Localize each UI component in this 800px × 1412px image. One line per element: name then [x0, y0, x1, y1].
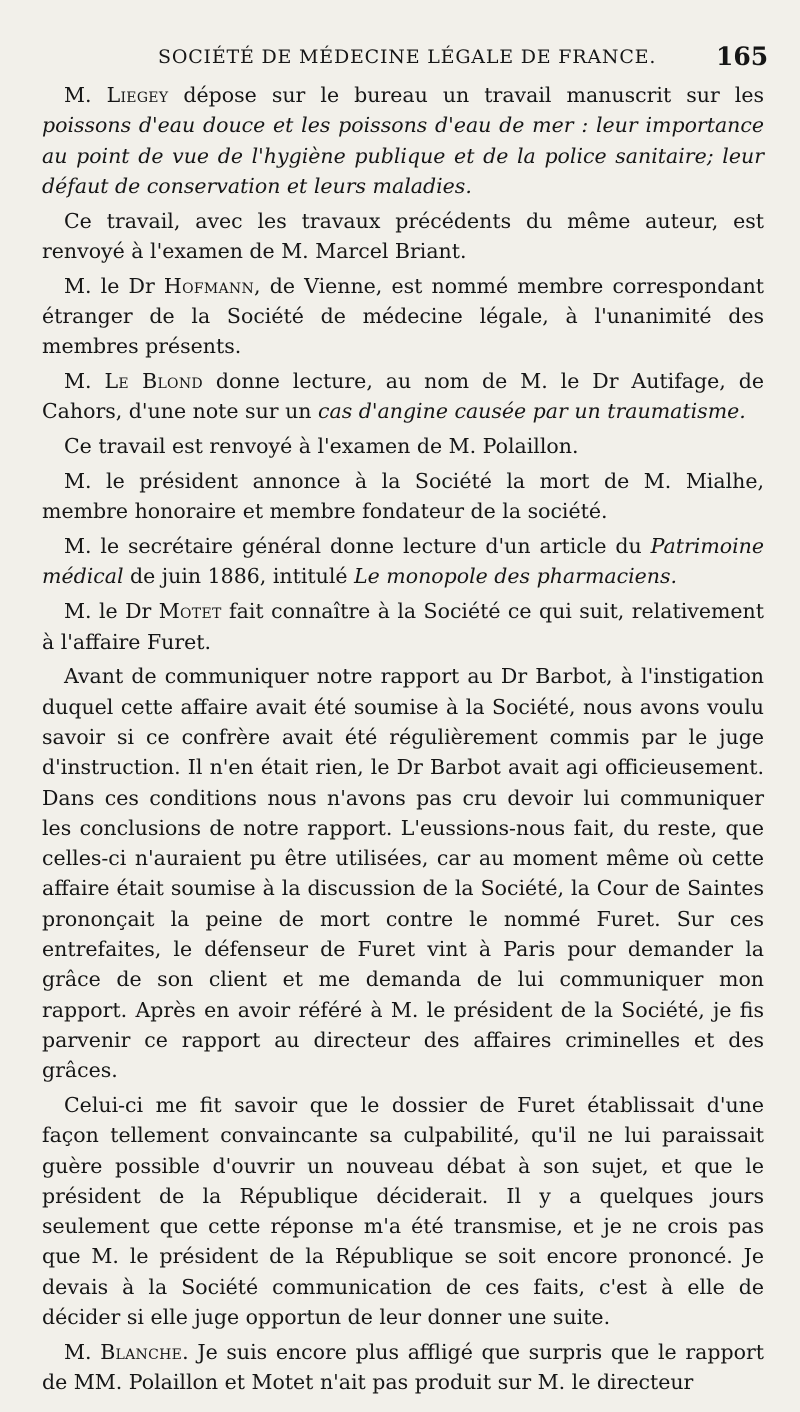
text-run: Avant de communiquer notre rapport au Dr Barbot, à l'instigation duquel cette affaire avait été soumise à la Société, nous avons voulu savoir si ce confrère avait été régulièrement commis par le juge d'instruction. Il n'en était rien, le Dr Barbot avait agi officieusement. Dans ces conditions nous n'avons pas cru devoir lui communiquer les conclusions de notre rapport. L'eussions-nous fait, du reste, que celles-ci n'auraient pu être utilisées, car au moment même où cette affaire était soumise à la discussion de la Société, la Cour de Saintes prononçait la peine de mort contre le nommé Furet. Sur ces entrefaites, le défenseur de Furet vint à Paris pour demander la grâce de son client et me demanda de lui communiquer mon rapport. Après en avoir référé à M. le président de la Société, je fis parvenir ce rapport au directeur des affaires criminelles et des grâces.: [42, 664, 764, 1083]
text-run: M.: [64, 83, 107, 107]
name-small-caps: Le Blond: [104, 369, 203, 394]
running-title: SOCIÉTÉ DE MÉDECINE LÉGALE DE FRANCE.: [158, 46, 657, 68]
name-small-caps: Blanche: [100, 1339, 183, 1364]
paragraph-blanche: [42, 1337, 764, 1398]
text-run: Celui-ci me fit savoir que le dossier de Furet établissait d'une façon tellement convaincante sa culpabilité, qu'il ne lui paraissait guère possible d'ouvrir un nouveau débat à son sujet, et que le président de la République déciderait. Il y a quelques jours seulement que cette réponse m'a été transmise, et je ne crois pas que M. le président de la République se soit encore prononcé. Je devais à la Société communication de ces faits, c'est à elle de décider si elle juge opportun de leur donner une suite.: [42, 1093, 764, 1330]
text-run: M. le président annonce à la Société la mort de M. Mialhe, membre honoraire et membre fondateur de la société.: [42, 469, 764, 524]
paragraph-dossier-furet: [42, 1090, 764, 1332]
text-run: dépose sur le bureau un travail manuscrit sur les: [168, 83, 765, 107]
italic-run: cas d'angine causée par un traumatisme.: [318, 399, 746, 424]
italic-run: Le monopole des pharmaciens.: [354, 564, 678, 589]
italic-run: poissons d'eau douce et les poissons d'eau de mer : leur importance au point de vue de l'hygiène publique et de la police sanitaire; leur défaut de conservation et leurs maladies.: [42, 113, 764, 198]
text-run: Ce travail, avec les travaux précédents du même auteur, est renvoyé à l'examen de M. Marcel Briant.: [42, 208, 764, 263]
paragraph-barbot: [42, 661, 764, 1085]
paragraph-le-blond: [42, 366, 764, 427]
text-run: Ce travail est renvoyé à l'examen de M. Polaillon.: [64, 434, 579, 459]
text-run: M. le Dr: [64, 273, 164, 298]
name-small-caps: Hofmann: [163, 273, 255, 298]
text-run: M. le secrétaire général donne lecture d'un article du: [64, 534, 651, 559]
paragraph-secretaire: [42, 531, 764, 592]
paragraph-mialhe: [42, 466, 764, 527]
text-run: M.: [64, 1339, 101, 1364]
text-run: M.: [64, 369, 105, 394]
text-run: , de Vienne, est nommé membre correspondant étranger de la Société de médecine légale, à l'unanimité des membres présents.: [42, 273, 765, 359]
page-header: [0, 40, 800, 80]
page-number: 165: [716, 42, 769, 71]
name-small-caps: Motet: [158, 599, 222, 624]
text-run: M. le Dr: [64, 599, 159, 624]
text-run: . Je suis encore plus affligé que surpris que le rapport de MM. Polaillon et Motet n'ait pas produit sur M. le directeur: [42, 1339, 764, 1395]
text-run: donne lecture, au nom de M. le Dr Autifage, de Cahors, d'une note sur un: [42, 369, 764, 424]
name-small-caps: Liegey: [106, 83, 169, 107]
paragraph-renvoi-polaillon: [42, 431, 764, 461]
paragraph-liegey: [42, 80, 764, 201]
italic-run: Patrimoine médical: [42, 534, 764, 589]
body-text: [42, 80, 764, 1402]
text-run: de juin 1886, intitulé: [123, 564, 355, 589]
paragraph-hofmann: [42, 271, 764, 362]
text-run: fait connaître à la Société ce qui suit, relativement à l'affaire Furet.: [42, 599, 764, 654]
paragraph-renvoi-briant: [42, 206, 764, 267]
paragraph-motet: [42, 596, 764, 657]
